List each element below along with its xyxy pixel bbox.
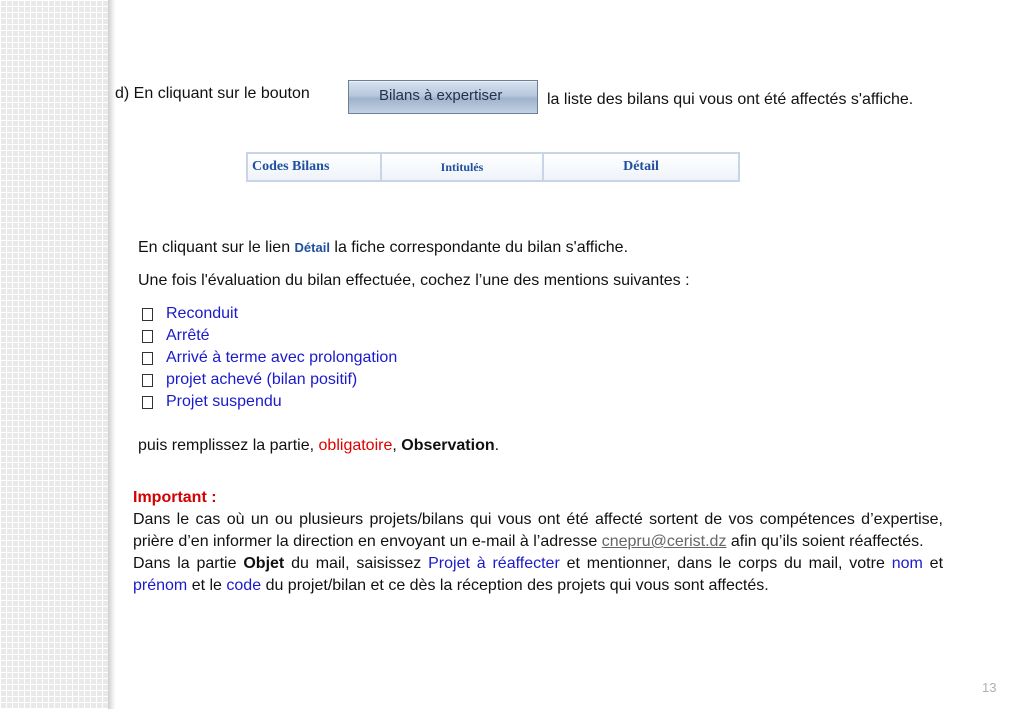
fill-instruction: puis remplissez la partie, obligatoire, Observation. xyxy=(138,437,500,454)
evaluation-instruction: Une fois l'évaluation du bilan effectuée, cochez l’une des mentions suivantes : xyxy=(138,272,690,289)
intro-text: d) En cliquant sur le bouton xyxy=(115,85,310,102)
detail-instruction xyxy=(138,238,628,258)
checkbox-icon[interactable] xyxy=(142,330,153,343)
intro-suffix-text: la liste des bilans qui vous ont été affectés s'affiche. xyxy=(547,91,914,108)
mentions-list xyxy=(138,303,397,413)
detail-instruction-suffix: la fiche correspondante du bilan s'affiche. xyxy=(334,239,629,256)
important-title: Important : xyxy=(133,489,217,506)
list-item[interactable]: Arrivé à terme avec prolongation xyxy=(138,347,397,369)
checkbox-icon[interactable] xyxy=(142,374,153,387)
page-number: 13 xyxy=(982,680,997,695)
table-header-row xyxy=(247,153,739,181)
email-link[interactable]: cnepru@cerist.dz xyxy=(601,533,727,550)
detail-link[interactable]: Détail xyxy=(294,240,330,255)
col-header-codes-bilans: Codes Bilans xyxy=(247,153,381,181)
important-note xyxy=(133,487,943,597)
important-paragraph-2: Dans la partie Objet du mail, saisissez Projet à réaffecter et mentionner, dans le corps du mail, votre nom et prénom et le code du projet/bilan et ce dès la réception des projets qui vous sont affectés. xyxy=(133,555,944,594)
detail-instruction-prefix: En cliquant sur le lien xyxy=(138,239,291,256)
checkbox-icon[interactable] xyxy=(142,352,153,365)
bilans-table xyxy=(246,152,740,182)
obligatoire-text: obligatoire xyxy=(318,437,393,454)
checkbox-icon[interactable] xyxy=(142,308,153,321)
checkbox-icon[interactable] xyxy=(142,396,153,409)
bilans-a-expertiser-button[interactable]: Bilans à expertiser xyxy=(348,80,538,114)
list-item[interactable]: Projet suspendu xyxy=(138,391,397,413)
side-divider xyxy=(108,0,116,709)
list-item[interactable]: Arrêté xyxy=(138,325,397,347)
col-header-intitules: Intitulés xyxy=(381,153,543,181)
decorative-side-pattern xyxy=(0,0,108,709)
col-header-detail: Détail xyxy=(543,153,739,181)
observation-text: Observation xyxy=(401,437,495,454)
list-item[interactable]: Reconduit xyxy=(138,303,397,325)
list-item[interactable]: projet achevé (bilan positif) xyxy=(138,369,397,391)
important-paragraph-1: Dans le cas où un ou plusieurs projets/bilans qui vous ont été affecté sortent de vos compétences d’expertise, prière d’en informer la direction en envoyant un e-mail à l’adresse cnepru@cerist.dz afin qu’ils soient réaffectés. xyxy=(133,511,943,550)
